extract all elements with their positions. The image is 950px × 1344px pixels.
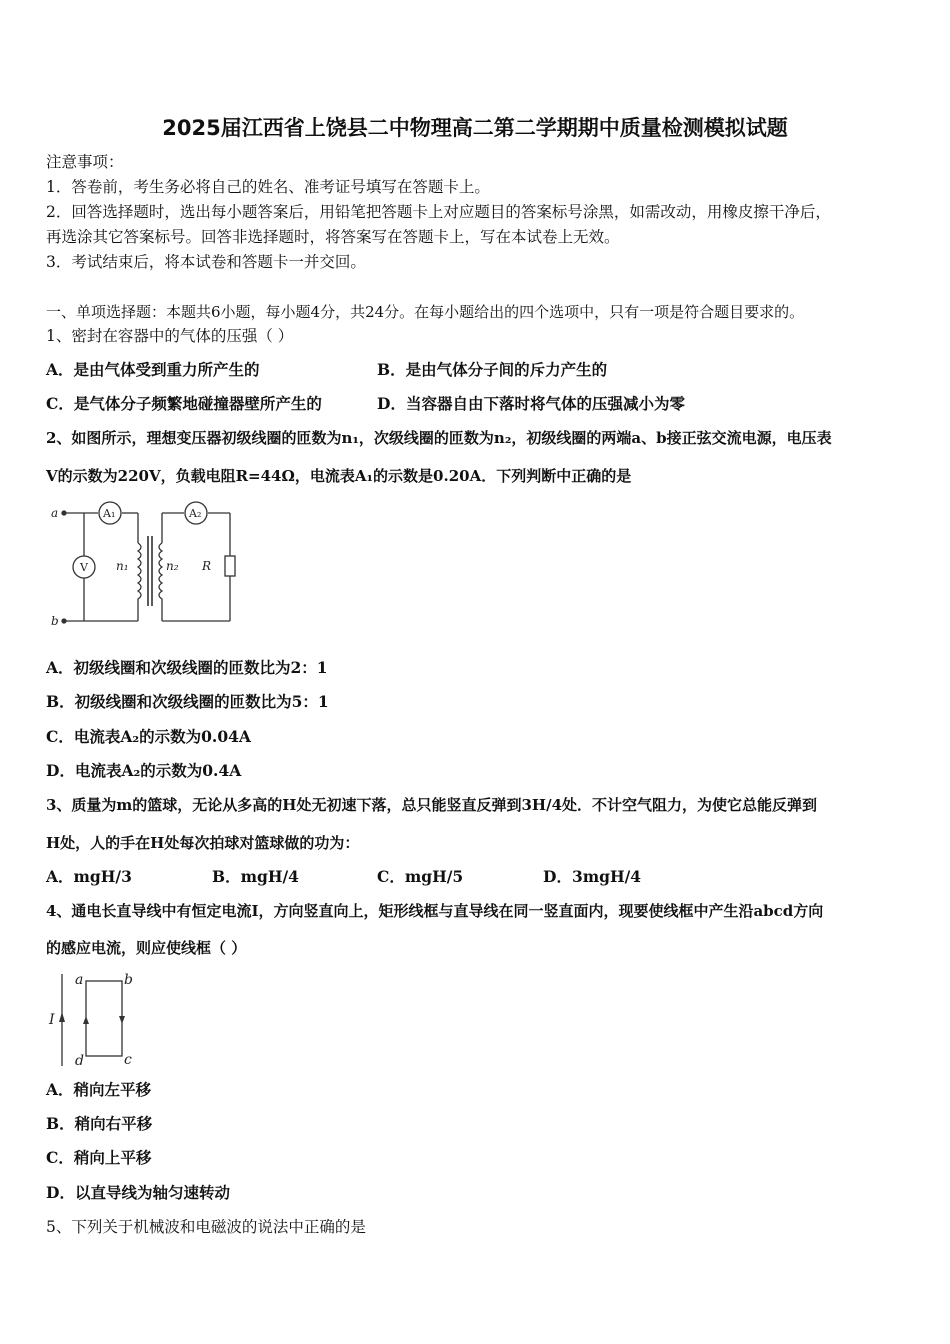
q1-option-a: A．是由气体受到重力所产生的 [46,360,260,379]
corner-a-label: a [75,972,84,988]
q4-option-d: D．以直导线为轴匀速转动 [46,1183,230,1202]
q1-option-c: C．是气体分子频繁地碰撞器壁所产生的 [46,394,322,413]
notice-heading: 注意事项： [46,153,124,171]
terminal-b-label: b [51,614,59,628]
q4-option-c: C．稍向上平移 [46,1148,152,1167]
q3-stem-line1: 3、质量为m的篮球，无论从多高的H处无初速下落，总只能竖直反弹到3H/4处．不计空气阻力，为使它总能反弹到 [46,796,818,814]
q2-option-c: C．电流表A₂的示数为0.04A [46,727,251,746]
resistor-label: R [202,559,212,573]
corner-d-label: d [75,1053,84,1069]
notice-item-2: 2．回答选择题时，选出每小题答案后，用铅笔把答题卡上对应题目的答案标号涂黑，如需改动，用橡皮擦干净后， [46,203,831,221]
q3-option-c: C．mgH/5 [377,867,464,886]
page-title: 2025届江西省上饶县二中物理高二第二学期期中质量检测模拟试题 [162,116,788,140]
resistor-symbol [225,556,235,576]
q2-option-b: B．初级线圈和次级线圈的匝数比为5：1 [46,692,329,711]
corner-c-label: c [124,1052,132,1068]
secondary-coil [159,543,162,603]
q4-option-b: B．稍向右平移 [46,1114,153,1133]
section-heading: 一、单项选择题：本题共6小题，每小题4分，共24分。在每小题给出的四个选项中，只有一项是符合题目要求的。 [46,303,805,321]
q2-stem-line2: V的示数为220V，负载电阻R=44Ω，电流表A₁的示数是0.20A．下列判断中正确的是 [46,467,632,485]
q4-stem-line1: 4、通电长直导线中有恒定电流I，方向竖直向上，矩形线框与直导线在同一竖直面内，现要使线框中产生沿abcd方向 [46,902,824,920]
notice-item-1: 1．答卷前，考生务必将自己的姓名、准考证号填写在答题卡上。 [46,178,490,196]
current-label: I [49,1012,55,1028]
q2-stem-line1: 2、如图所示，理想变压器初级线圈的匝数为n₁，次级线圈的匝数为n₂，初级线圈的两端a、b接正弦交流电源，电压表 [46,429,832,447]
notice-item-3: 3．考试结束后，将本试卷和答题卡一并交回。 [46,253,366,271]
q3-option-a: A．mgH/3 [46,867,132,886]
q5-stem: 5、下列关于机械波和电磁波的说法中正确的是 [46,1218,366,1236]
q1-option-b: B．是由气体分子间的斥力产生的 [377,360,608,379]
wire-loop-figure [46,968,146,1072]
q4-option-a: A．稍向左平移 [46,1080,152,1099]
transformer-circuit-figure [46,498,246,633]
primary-coil [138,543,141,603]
q3-stem-line2: H处，人的手在H处每次拍球对篮球做的功为： [46,834,360,852]
n2-label: n₂ [166,559,179,573]
corner-b-label: b [124,972,133,988]
ammeter-a2-label: A₂ [189,507,202,520]
q4-stem-line2: 的感应电流，则应使线框（ ） [46,939,247,957]
notice-item-2-cont: 再选涂其它答案标号。回答非选择题时，将答案写在答题卡上，写在本试卷上无效。 [46,228,620,246]
ammeter-a1-label: A₁ [103,507,116,520]
q1-stem: 1、密封在容器中的气体的压强（ ） [46,327,294,345]
q2-option-a: A．初级线圈和次级线圈的匝数比为2：1 [46,658,328,677]
q3-option-d: D．3mgH/4 [543,867,642,886]
terminal-a-label: a [51,506,59,520]
n1-label: n₁ [116,559,129,573]
q3-option-b: B．mgH/4 [212,867,299,886]
rectangular-loop [86,981,122,1056]
q1-option-d: D．当容器自由下落时将气体的压强减小为零 [377,394,685,413]
q2-option-d: D．电流表A₂的示数为0.4A [46,761,242,780]
voltmeter-label: V [80,561,88,574]
